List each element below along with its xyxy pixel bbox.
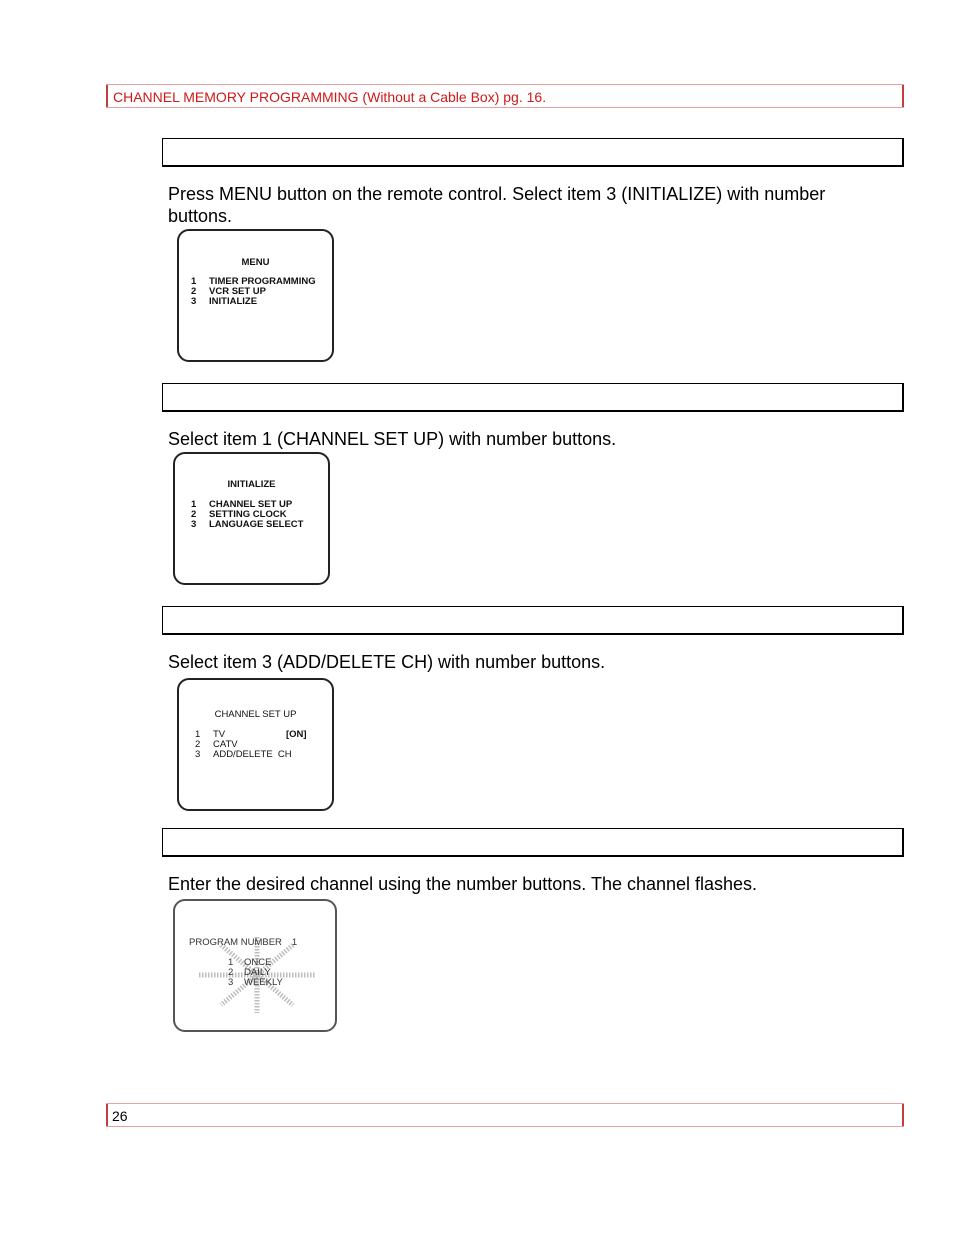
step-4-bar [162,828,904,857]
screen-title: PROGRAM NUMBER 1 [189,937,298,948]
step-4-instruction: Enter the desired channel using the number buttons. The channel flashes. [168,874,758,894]
screen-title: CHANNEL SET UP [214,709,297,720]
channel-setup-screen [177,678,334,811]
menu-item-2: 2 VCR SET UP [191,286,267,297]
header-title: CHANNEL MEMORY PROGRAMMING (Without a Cable Box) pg. 16. [113,89,547,105]
menu-item-3: 3 WEEKLY [228,977,283,988]
menu-item-2: 2 DAILY [228,967,271,978]
menu-item-2: 2 SETTING CLOCK [191,509,287,520]
step-2-instruction: Select item 1 (CHANNEL SET UP) with number buttons. [168,429,617,449]
screen-title: INITIALIZE [227,479,276,490]
menu-item-1: 1 TV [ON] [195,729,307,740]
menu-screen [177,229,334,362]
step-1-bar [162,138,904,167]
program-number-screen [173,899,337,1032]
page-header [106,84,904,108]
menu-item-3: 3 INITIALIZE [191,296,258,307]
step-2-bar [162,383,904,412]
menu-item-1: 1 ONCE [228,957,272,968]
menu-item-1: 1 TIMER PROGRAMMING [191,276,316,287]
screen-title: MENU [241,257,270,268]
step-1-instruction: Press MENU button on the remote control. Select item 3 (INITIALIZE) with number buttons. [168,184,826,226]
step-3-bar [162,606,904,635]
menu-item-3: 3 LANGUAGE SELECT [191,519,304,530]
menu-item-3: 3 ADD/DELETE CH [195,749,292,760]
page-number: 26 [112,1108,128,1124]
initialize-screen [173,452,330,585]
menu-item-2: 2 CATV [195,739,238,750]
step-3-instruction: Select item 3 (ADD/DELETE CH) with number buttons. [168,652,606,672]
page-footer [106,1103,904,1127]
menu-item-1: 1 CHANNEL SET UP [191,499,293,510]
